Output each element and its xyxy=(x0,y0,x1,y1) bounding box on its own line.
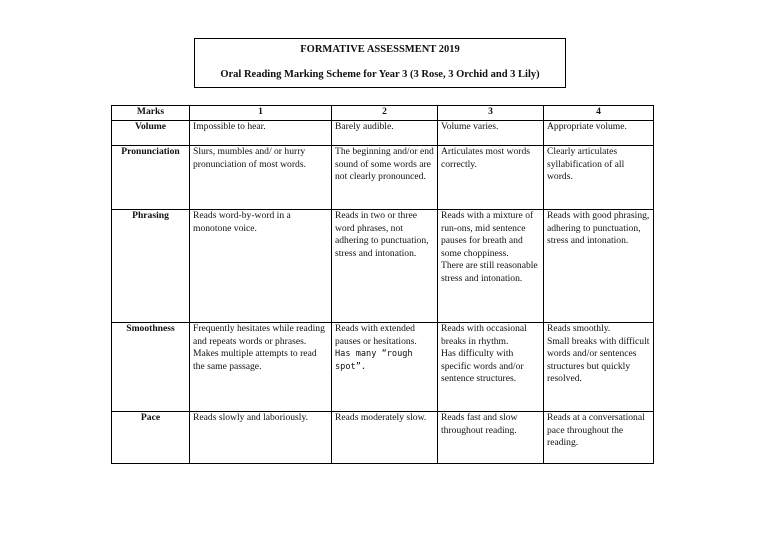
phrasing-mark-3-line1: Reads with a mixture of run-ons, mid sentence pauses for breath and some choppiness. xyxy=(441,210,534,259)
phrasing-mark-3-line2: There are still reasonable stress and intonation. xyxy=(441,260,538,284)
header-mark-2: 2 xyxy=(332,106,438,121)
volume-mark-2: Barely audible. xyxy=(332,121,438,146)
smoothness-mark-1 xyxy=(190,323,332,412)
volume-mark-1: Impossible to hear. xyxy=(190,121,332,146)
pronunciation-mark-1: Slurs, mumbles and/ or hurry pronunciation of most words. xyxy=(190,146,332,210)
volume-mark-3: Volume varies. xyxy=(438,121,544,146)
table-row-pace xyxy=(112,412,654,464)
phrasing-mark-1: Reads word-by-word in a monotone voice. xyxy=(190,210,332,323)
document-title: FORMATIVE ASSESSMENT 2019 xyxy=(300,44,460,55)
pronunciation-mark-3: Articulates most words correctly. xyxy=(438,146,544,210)
header-mark-3: 3 xyxy=(438,106,544,121)
pace-mark-4: Reads at a conversational pace throughout the reading. xyxy=(544,412,654,464)
table-row-pronunciation xyxy=(112,146,654,210)
header-marks: Marks xyxy=(112,106,190,121)
smoothness-mark-2-line1: Reads with extended pauses or hesitations. xyxy=(335,323,417,347)
header-mark-1: 1 xyxy=(190,106,332,121)
pronunciation-mark-4: Clearly articulates syllabification of all words. xyxy=(544,146,654,210)
smoothness-mark-4-line1: Reads smoothly. xyxy=(547,323,611,334)
pace-mark-1: Reads slowly and laboriously. xyxy=(190,412,332,464)
row-label-volume: Volume xyxy=(112,121,190,146)
table-row-smoothness xyxy=(112,323,654,412)
phrasing-mark-2: Reads in two or three word phrases, not adhering to punctuation, stress and intonation. xyxy=(332,210,438,323)
smoothness-mark-2-line2: Has many “rough spot”. xyxy=(335,349,413,372)
pace-mark-2: Reads moderately slow. xyxy=(332,412,438,464)
title-box xyxy=(194,38,566,88)
smoothness-mark-4-line2: Small breaks with difficult words and/or sentences structures but quickly resolved. xyxy=(547,335,650,385)
table-header-row xyxy=(112,106,654,121)
smoothness-mark-4 xyxy=(544,323,654,412)
smoothness-mark-2 xyxy=(332,323,438,412)
row-label-phrasing: Phrasing xyxy=(112,210,190,323)
row-label-smoothness: Smoothness xyxy=(112,323,190,412)
table-row-phrasing xyxy=(112,210,654,323)
document-subtitle: Oral Reading Marking Scheme for Year 3 (3 Rose, 3 Orchid and 3 Lily) xyxy=(220,69,540,80)
marking-scheme-table xyxy=(111,105,654,464)
table-row-volume xyxy=(112,121,654,146)
pace-mark-3: Reads fast and slow throughout reading. xyxy=(438,412,544,464)
phrasing-mark-4: Reads with good phrasing, adhering to punctuation, stress and intonation. xyxy=(544,210,654,323)
volume-mark-4: Appropriate volume. xyxy=(544,121,654,146)
smoothness-mark-1-line1: Frequently hesitates while reading and repeats words or phrases. xyxy=(193,323,325,347)
phrasing-mark-3 xyxy=(438,210,544,323)
pronunciation-mark-2: The beginning and/or end sound of some words are not clearly pronounced. xyxy=(332,146,438,210)
smoothness-mark-3-line2: Has difficulty with specific words and/or sentence structures. xyxy=(441,348,524,385)
header-mark-4: 4 xyxy=(544,106,654,121)
smoothness-mark-3 xyxy=(438,323,544,412)
row-label-pronunciation: Pronunciation xyxy=(112,146,190,210)
smoothness-mark-3-line1: Reads with occasional breaks in rhythm. xyxy=(441,323,527,347)
smoothness-mark-1-line2: Makes multiple attempts to read the same passage. xyxy=(193,348,317,372)
row-label-pace: Pace xyxy=(112,412,190,464)
